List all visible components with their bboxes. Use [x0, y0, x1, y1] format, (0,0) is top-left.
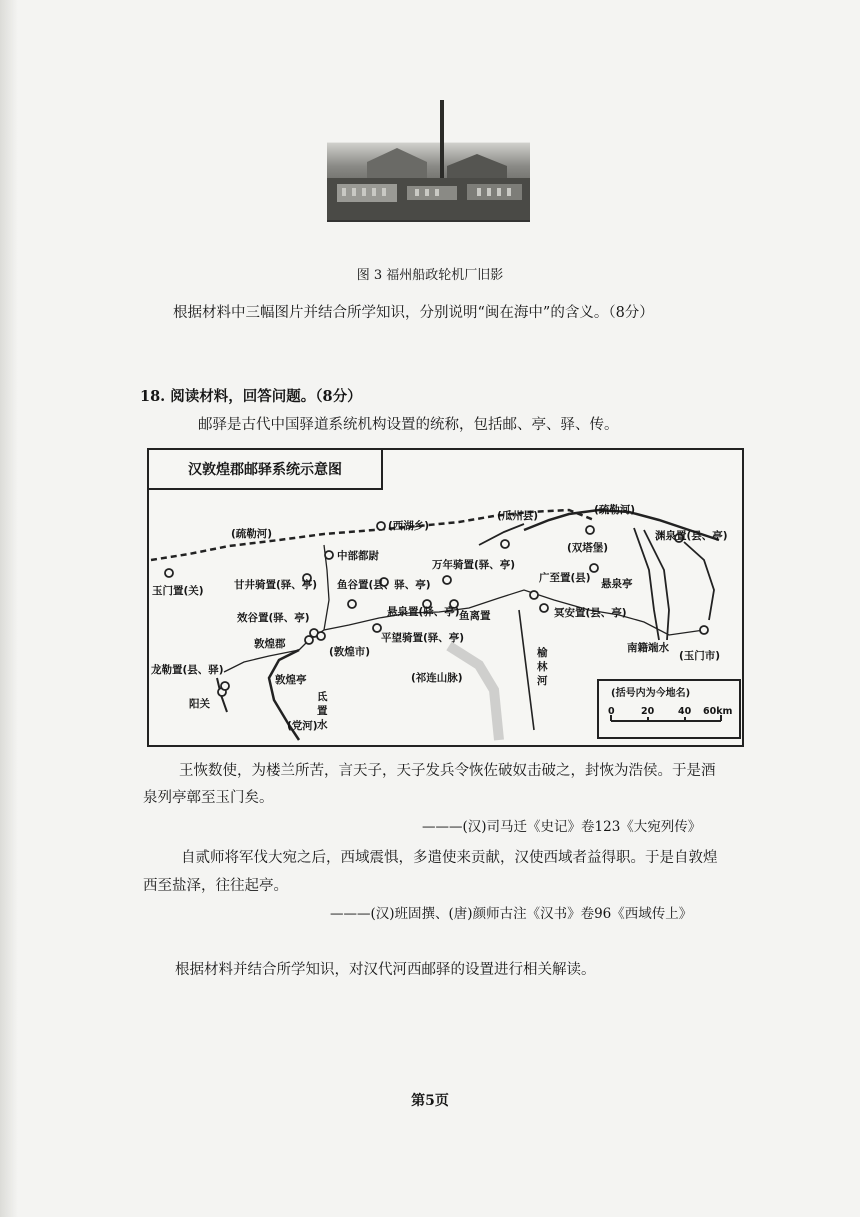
label-dang-river: (党河)	[287, 720, 318, 732]
label-mingan: 冥安置(县、亭)	[554, 607, 627, 619]
station-zhongbu	[325, 551, 333, 559]
station-shuangta	[586, 526, 594, 534]
quote-hanshu-line2: 西至盐泽，往往起亭。	[143, 878, 288, 894]
label-ganjing: 甘井骑置(驿、亭)	[234, 579, 318, 591]
map-title: 汉敦煌郡邮驿系统示意图	[149, 450, 383, 490]
label-xihu: (西湖乡)	[388, 520, 430, 532]
station-dunhuang-c	[305, 636, 313, 644]
label-guangzhi: 广至置(县)	[539, 572, 591, 584]
quote-shiji-line1: 王恢数使，为楼兰所苦，言天子，天子发兵令恢佐破奴击破之，封恢为浩侯。于是酒	[179, 763, 716, 779]
postal-system-map	[147, 448, 744, 747]
label-dunhuang-shi: (敦煌市)	[329, 646, 371, 658]
label-xuanquanting: 悬泉亭	[601, 578, 633, 590]
question-17-prompt: 根据材料中三幅图片并结合所学知识，分别说明“闽在海中”的含义。（8分）	[173, 305, 654, 321]
legend-note: (括号内为今地名)	[611, 688, 691, 699]
question-18-prompt: 根据材料并结合所学知识，对汉代河西邮驿的设置进行相关解读。	[175, 962, 596, 978]
station-mingan	[540, 604, 548, 612]
label-yuting: 敦煌亭	[275, 674, 307, 686]
label-shule-east: (疏勒河)	[594, 504, 636, 516]
figure-caption: 图 3 福州船政轮机厂旧影	[356, 268, 504, 283]
label-yumen-city: (玉门市)	[679, 650, 721, 662]
label-yuanquan: 渊泉置(县、亭)	[655, 530, 728, 542]
label-dizhi-shui: 氐置水	[317, 691, 328, 731]
label-yugu: 鱼谷置(县、驿、亭)	[337, 579, 431, 591]
label-shuangta: (双塔堡)	[567, 542, 609, 554]
page-number: 第5页	[411, 1093, 449, 1109]
label-yulin-river: 榆林河	[537, 647, 548, 687]
label-longle: 龙勒置(县、驿)	[151, 664, 224, 676]
station-xiaogu	[348, 600, 356, 608]
quote-hanshu-source: ———(汉)班固撰、(唐)颜师古注《汉书》卷96《西域传上》	[330, 906, 693, 922]
scale-tick-0: 0	[608, 706, 615, 717]
label-zhongbu: 中部都尉	[337, 550, 379, 562]
label-xiaogu: 效谷置(驿、亭)	[237, 612, 310, 624]
station-yumen	[165, 569, 173, 577]
label-yuli: 鱼离置	[459, 610, 491, 622]
station-guazhou	[501, 540, 509, 548]
road-to-longle	[224, 650, 299, 672]
question-18-intro: 邮驿是古代中国驿道系统机构设置的统称，包括邮、亭、驿、传。	[198, 417, 619, 433]
label-pingwang: 平望骑置(驿、亭)	[381, 632, 465, 644]
map-legend	[597, 679, 741, 739]
label-yumenguan: 玉门置(关)	[152, 585, 204, 597]
label-wannian: 万年骑置(驿、亭)	[432, 559, 516, 571]
quote-shiji-line2: 泉列亭鄣至玉门矣。	[143, 790, 274, 806]
scale-tick-40: 40	[678, 706, 692, 717]
station-yangguan-b	[221, 682, 229, 690]
quote-hanshu-line1: 自贰师将军伐大宛之后，西域震惧，多遣使来贡献，汉使西域者益得职。于是自敦煌	[181, 850, 718, 866]
label-yangguan: 阳关	[189, 698, 210, 710]
station-guangzhi	[530, 591, 538, 599]
station-pingwang	[373, 624, 381, 632]
label-guazhou: (瓜州县)	[497, 510, 539, 522]
qilian-mountain-shade	[449, 646, 499, 740]
question-18-heading: 18. 阅读材料，回答问题。（8分）	[140, 388, 362, 405]
station-yumen-city	[700, 626, 708, 634]
station-xihu	[377, 522, 385, 530]
station-wannian	[443, 576, 451, 584]
label-shule-west: (疏勒河)	[231, 528, 273, 540]
river-east-3	[684, 542, 714, 620]
label-nanji: 南籍端水	[627, 642, 669, 654]
station-xuanquanting	[590, 564, 598, 572]
scale-tick-60km: 60km	[703, 706, 733, 717]
quote-shiji-source: ———(汉)司马迁《史记》卷123《大宛列传》	[422, 819, 702, 835]
scan-edge-shadow	[0, 0, 18, 1217]
label-dunhuang-jun: 敦煌郡	[254, 638, 286, 650]
fuzhou-shipyard-photo	[327, 100, 530, 222]
label-qilian: (祁连山脉)	[411, 672, 463, 684]
label-xuanquanzhi: 悬泉置(驿、亭)	[387, 606, 460, 618]
station-dunhuang-b	[317, 632, 325, 640]
yulin-river	[519, 610, 534, 730]
scale-tick-20: 20	[641, 706, 655, 717]
